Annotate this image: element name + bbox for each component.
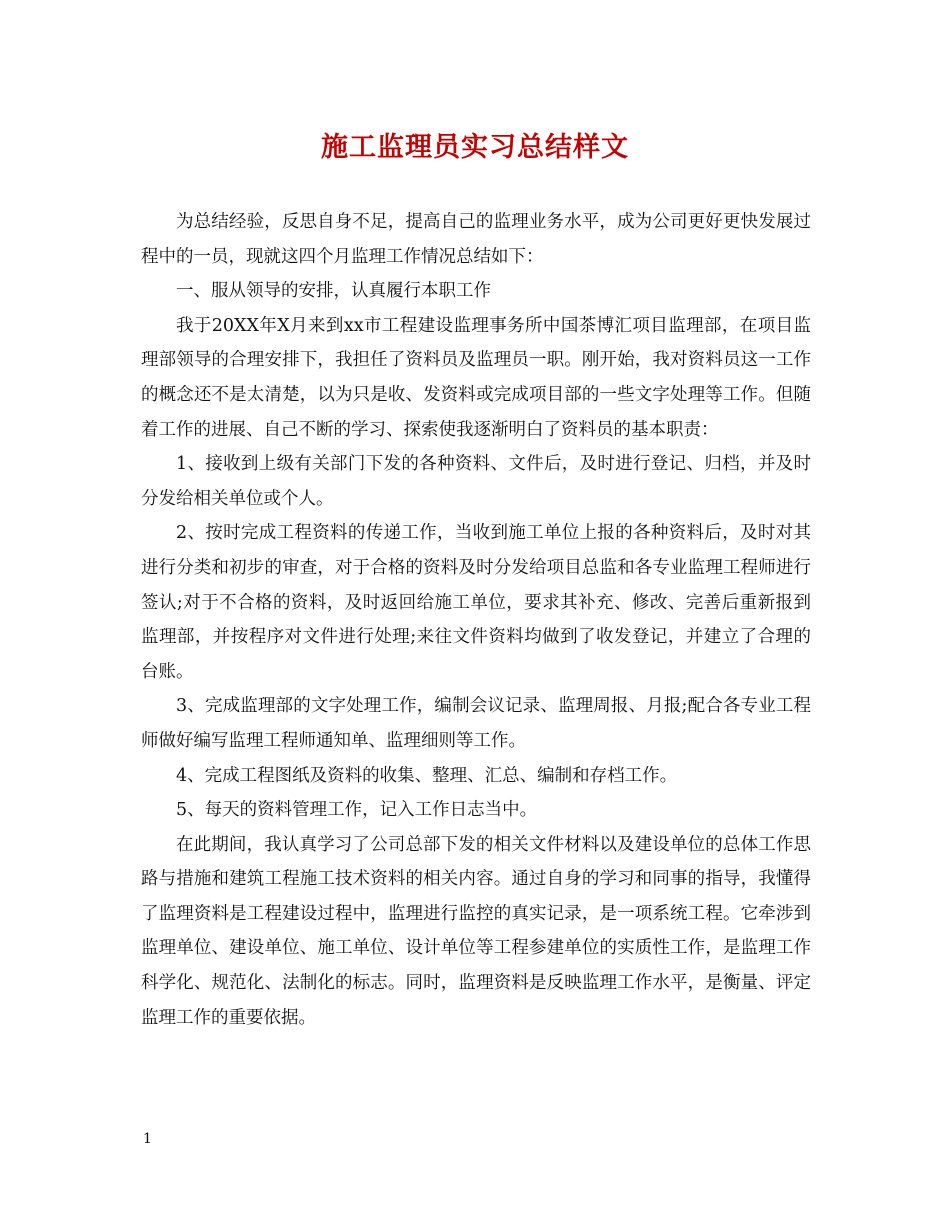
paragraph-background: 我于20XX年X月来到xx市工程建设监理事务所中国茶博汇项目监理部，在项目监理部领导的合理安排下，我担任了资料员及监理员一职。刚开始，我对资料员这一工作的概念还不是太清楚，以为只是收、发资料或完成项目部的一些文字处理等工作。但随着工作的进展、自己不断的学习、探索使我逐渐明白了资料员的基本职责：	[141, 315, 811, 440]
paragraph-duty-4: 4、完成工程图纸及资料的收集、整理、汇总、编制和存档工作。	[176, 765, 678, 786]
paragraph-learning: 在此期间，我认真学习了公司总部下发的相关文件材料以及建设单位的总体工作思路与措施和建筑工程施工技术资料的相关内容。通过自身的学习和同事的指导，我懂得了监理资料是工程建设过程中，监理进行监控的真实记录，是一项系统工程。它牵涉到监理单位、建设单位、施工单位、设计单位等工程参建单位的实质性工作，是监理工作科学化、规范化、法制化的标志。同时，监理资料是反映监理工作水平，是衡量、评定监理工作的重要依据。	[141, 834, 811, 1028]
page-number: 1	[143, 1131, 152, 1147]
document-title: 施工监理员实习总结样文	[321, 132, 629, 163]
paragraph-intro: 为总结经验，反思自身不足，提高自己的监理业务水平，成为公司更好更快发展过程中的一员，现就这四个月监理工作情况总结如下：	[141, 212, 811, 267]
paragraph-duty-3: 3、完成监理部的文字处理工作，编制会议记录、监理周报、月报;配合各专业工程师做好编写监理工程师通知单、监理细则等工作。	[141, 696, 811, 751]
paragraph-duty-1: 1、接收到上级有关部门下发的各种资料、文件后，及时进行登记、归档，并及时分发给相关单位或个人。	[141, 454, 811, 509]
document-body	[141, 205, 811, 1035]
paragraph-duty-2: 2、按时完成工程资料的传递工作，当收到施工单位上报的各种资料后，及时对其进行分类和初步的审查，对于合格的资料及时分发给项目总监和各专业监理工程师进行签认;对于不合格的资料，及时返回给施工单位，要求其补充、修改、完善后重新报到监理部，并按程序对文件进行处理;来往文件资料均做到了收发登记，并建立了合理的台账。	[141, 523, 811, 682]
section-heading-1: 一、服从领导的安排，认真履行本职工作	[176, 281, 491, 302]
paragraph-duty-5: 5、每天的资料管理工作，记入工作日志当中。	[176, 800, 538, 821]
